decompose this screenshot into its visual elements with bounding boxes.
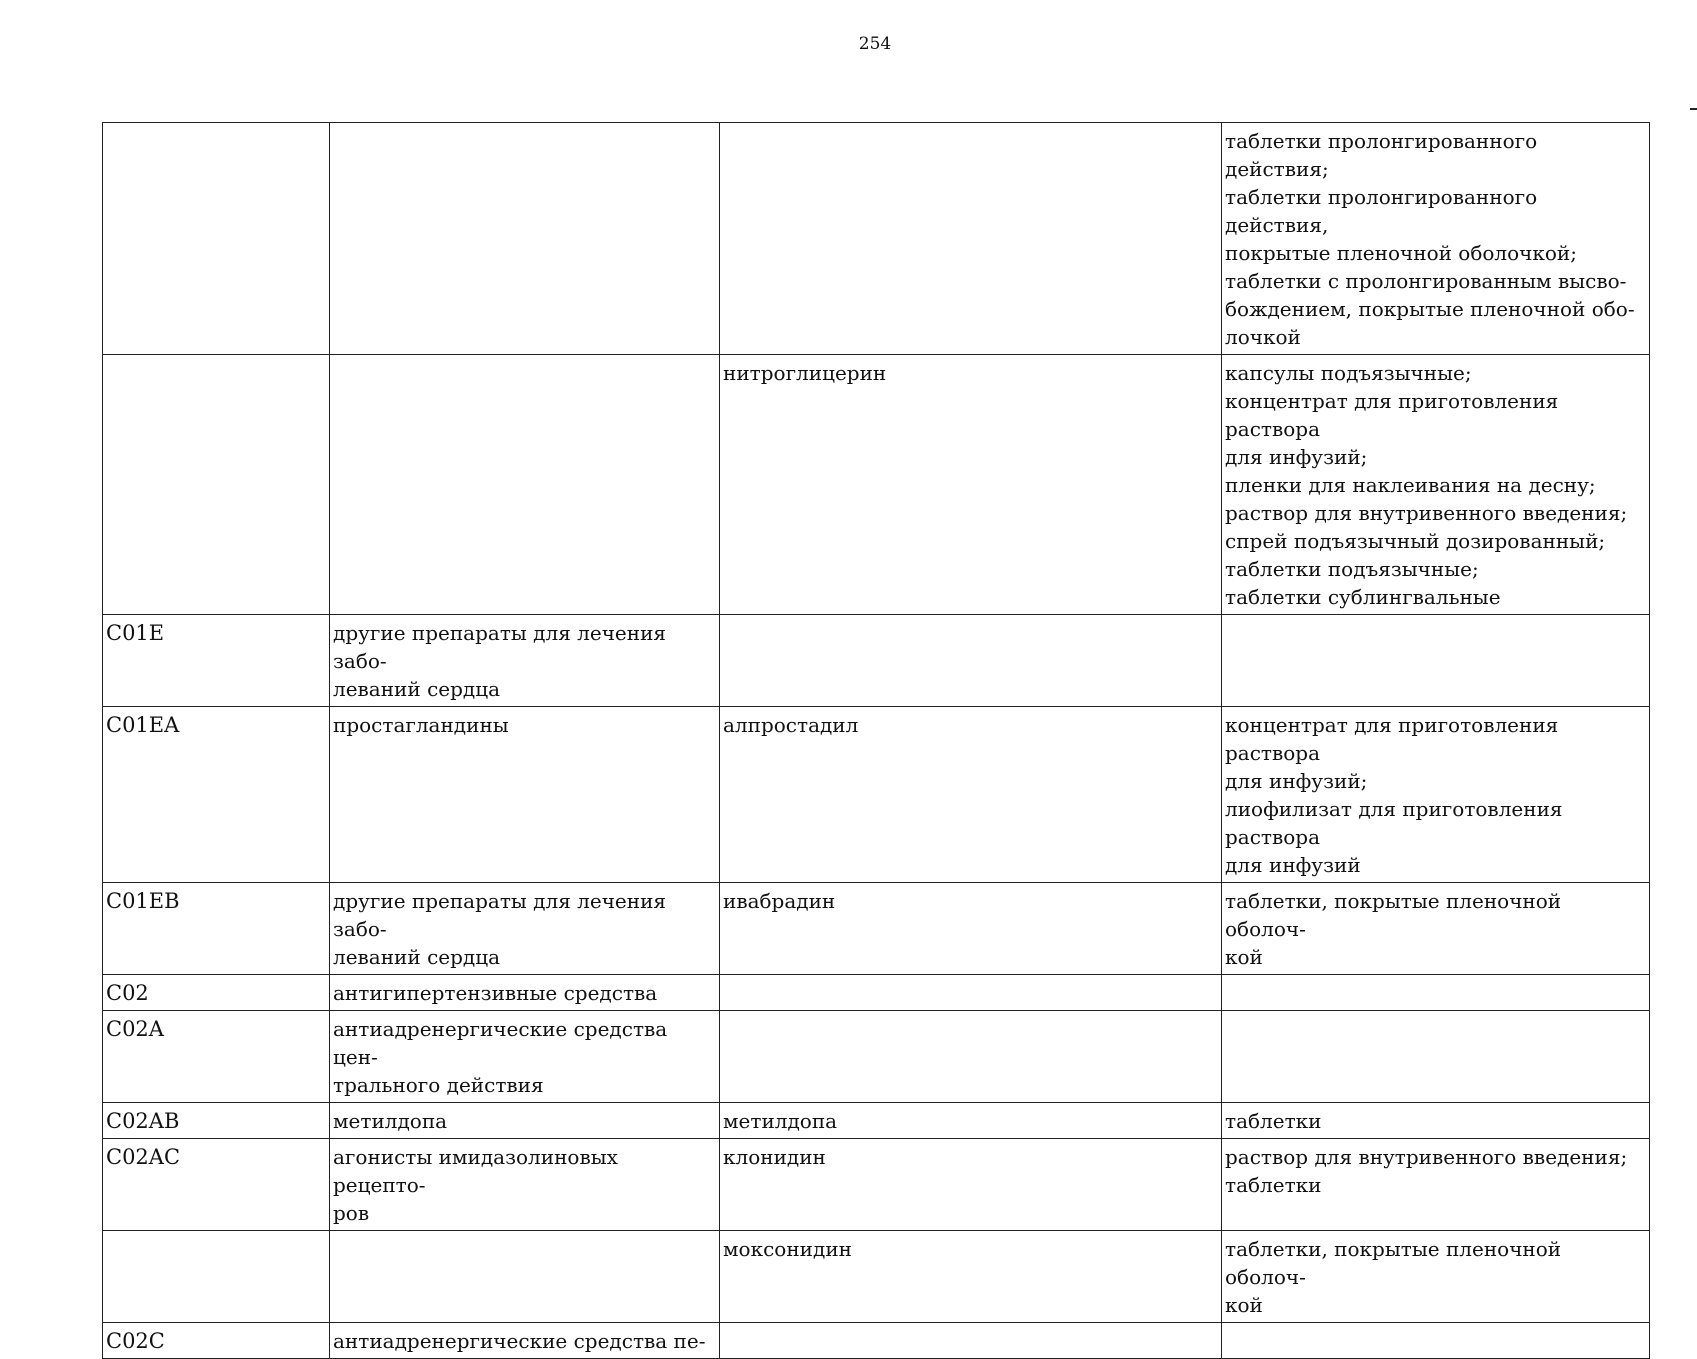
drug-table — [102, 122, 1650, 1359]
drug-name-cell: нитроглицерин — [720, 355, 1222, 615]
drug-name-cell — [720, 1323, 1222, 1359]
dosage-form-cell: раствор для внутривенного введения; таблетки — [1222, 1139, 1650, 1231]
atc-code-cell: C02A — [103, 1011, 330, 1103]
atc-code-cell — [103, 123, 330, 355]
drug-name-cell: клонидин — [720, 1139, 1222, 1231]
dosage-form-cell: капсулы подъязычные; концентрат для приготовления раствора для инфузий; пленки для наклеивания на десну; раствор для внутривенного введения; спрей подъязычный дозированный; таблетки подъязычные; таблетки сублингвальные — [1222, 355, 1650, 615]
dosage-form-cell: концентрат для приготовления раствора для инфузий; лиофилизат для приготовления раствора для инфузий — [1222, 707, 1650, 883]
atc-group-cell — [330, 123, 720, 355]
atc-code-cell: C02C — [103, 1323, 330, 1359]
table-row — [103, 355, 1650, 615]
atc-code-cell: C02AB — [103, 1103, 330, 1139]
table-row — [103, 615, 1650, 707]
margin-mark — [1690, 108, 1697, 110]
atc-group-cell: метилдопа — [330, 1103, 720, 1139]
table-row — [103, 1231, 1650, 1323]
drug-name-cell — [720, 615, 1222, 707]
table-row — [103, 1103, 1650, 1139]
atc-group-cell: другие препараты для лечения забо- леваний сердца — [330, 883, 720, 975]
drug-name-cell — [720, 975, 1222, 1011]
table-row — [103, 883, 1650, 975]
table-row — [103, 1011, 1650, 1103]
dosage-form-cell — [1222, 1011, 1650, 1103]
atc-code-cell: C02 — [103, 975, 330, 1011]
drug-name-cell: ивабрадин — [720, 883, 1222, 975]
atc-group-cell: простагландины — [330, 707, 720, 883]
atc-group-cell: другие препараты для лечения забо- леваний сердца — [330, 615, 720, 707]
drug-name-cell: алпростадил — [720, 707, 1222, 883]
atc-group-cell: антигипертензивные средства — [330, 975, 720, 1011]
table-row — [103, 1323, 1650, 1359]
drug-name-cell: моксонидин — [720, 1231, 1222, 1323]
atc-group-cell: агонисты имидазолиновых рецепто- ров — [330, 1139, 720, 1231]
table-row — [103, 123, 1650, 355]
table-row — [103, 975, 1650, 1011]
atc-code-cell: C01EB — [103, 883, 330, 975]
atc-group-cell: антиадренергические средства пе- — [330, 1323, 720, 1359]
atc-code-cell — [103, 1231, 330, 1323]
dosage-form-cell: таблетки — [1222, 1103, 1650, 1139]
dosage-form-cell: таблетки, покрытые пленочной оболоч- кой — [1222, 883, 1650, 975]
atc-code-cell: C01EA — [103, 707, 330, 883]
atc-group-cell: антиадренергические средства цен- трального действия — [330, 1011, 720, 1103]
drug-name-cell — [720, 1011, 1222, 1103]
atc-code-cell: C02AC — [103, 1139, 330, 1231]
atc-code-cell: C01E — [103, 615, 330, 707]
dosage-form-cell: таблетки пролонгированного действия; таблетки пролонгированного действия, покрытые пленочной оболочкой; таблетки с пролонгированным высво- бождением, покрытые пленочной обо- лочкой — [1222, 123, 1650, 355]
atc-group-cell — [330, 355, 720, 615]
dosage-form-cell — [1222, 615, 1650, 707]
dosage-form-cell — [1222, 975, 1650, 1011]
table-row — [103, 707, 1650, 883]
table-row — [103, 1139, 1650, 1231]
page-number: 254 — [858, 34, 892, 54]
drug-name-cell — [720, 123, 1222, 355]
atc-code-cell — [103, 355, 330, 615]
drug-name-cell: метилдопа — [720, 1103, 1222, 1139]
dosage-form-cell: таблетки, покрытые пленочной оболоч- кой — [1222, 1231, 1650, 1323]
dosage-form-cell — [1222, 1323, 1650, 1359]
atc-group-cell — [330, 1231, 720, 1323]
